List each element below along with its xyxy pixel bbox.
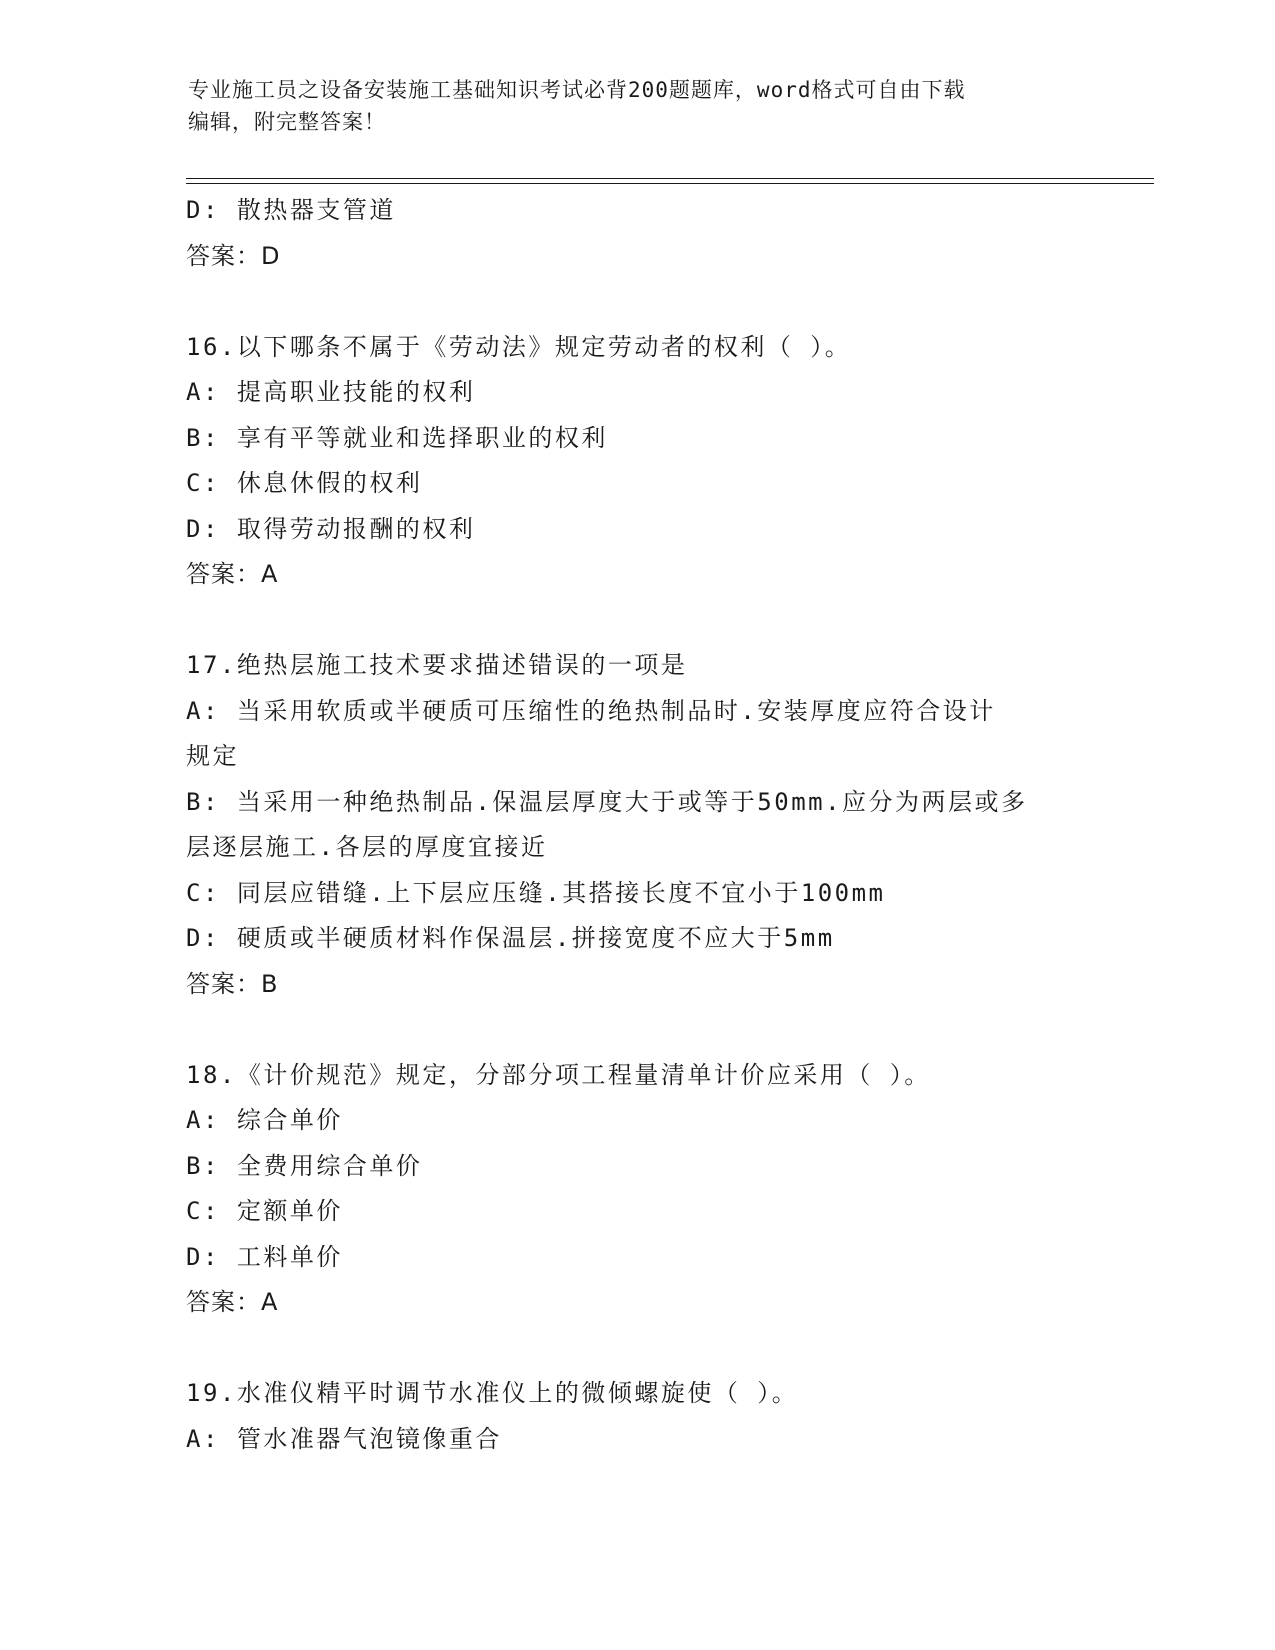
spacer <box>186 1007 1106 1053</box>
spacer <box>186 279 1106 325</box>
question-19-stem: 19.水准仪精平时调节水准仪上的微倾螺旋使（ ）。 <box>186 1379 799 1407</box>
question-18-option-c: C: 定额单价 <box>186 1197 343 1225</box>
option-d: D: 散热器支管道 <box>186 196 396 224</box>
question-18-stem: 18.《计价规范》规定，分部分项工程量清单计价应采用（ ）。 <box>186 1060 931 1089</box>
question-18-answer: 答案：A <box>186 1288 279 1316</box>
question-17-option-a: A: 当采用软质或半硬质可压缩性的绝热制品时.安装厚度应符合设计 <box>186 696 996 725</box>
question-17-stem: 17.绝热层施工技术要求描述错误的一项是 <box>186 651 688 679</box>
spacer <box>186 1326 1106 1372</box>
question-16-answer: 答案：A <box>186 560 279 588</box>
document-header <box>188 74 1088 138</box>
question-17-option-b-cont: 层逐层施工.各层的厚度宜接近 <box>186 833 548 861</box>
question-19-option-a: A: 管水准器气泡镜像重合 <box>186 1424 502 1453</box>
question-16-option-c: C: 休息休假的权利 <box>186 469 423 497</box>
question-16-option-a: A: 提高职业技能的权利 <box>186 378 476 406</box>
header-line-1: 专业施工员之设备安装施工基础知识考试必背200题题库，word格式可自由下载 <box>188 78 966 102</box>
header-divider-top <box>186 178 1154 179</box>
question-list <box>186 188 1106 1462</box>
answer-line: 答案：D <box>186 241 281 270</box>
question-17-option-a-cont: 规定 <box>186 742 239 770</box>
question-17-answer: 答案：B <box>186 969 279 998</box>
spacer <box>186 598 1106 644</box>
question-18-option-d: D: 工料单价 <box>186 1242 343 1271</box>
header-divider-bottom <box>186 183 1154 184</box>
question-17-option-d: D: 硬质或半硬质材料作保温层.拼接宽度不应大于5mm <box>186 924 835 952</box>
question-17-option-c: C: 同层应错缝.上下层应压缝.其搭接长度不宜小于100mm <box>186 878 886 907</box>
question-16-option-b: B: 享有平等就业和选择职业的权利 <box>186 423 608 452</box>
question-17-option-b: B: 当采用一种绝热制品.保温层厚度大于或等于50mm.应分为两层或多 <box>186 787 1028 816</box>
question-16-stem: 16.以下哪条不属于《劳动法》规定劳动者的权利（ ）。 <box>186 332 852 361</box>
question-16-option-d: D: 取得劳动报酬的权利 <box>186 514 476 543</box>
question-18-option-b: B: 全费用综合单价 <box>186 1151 423 1180</box>
header-line-2: 编辑，附完整答案！ <box>188 110 386 134</box>
question-18-option-a: A: 综合单价 <box>186 1106 343 1134</box>
